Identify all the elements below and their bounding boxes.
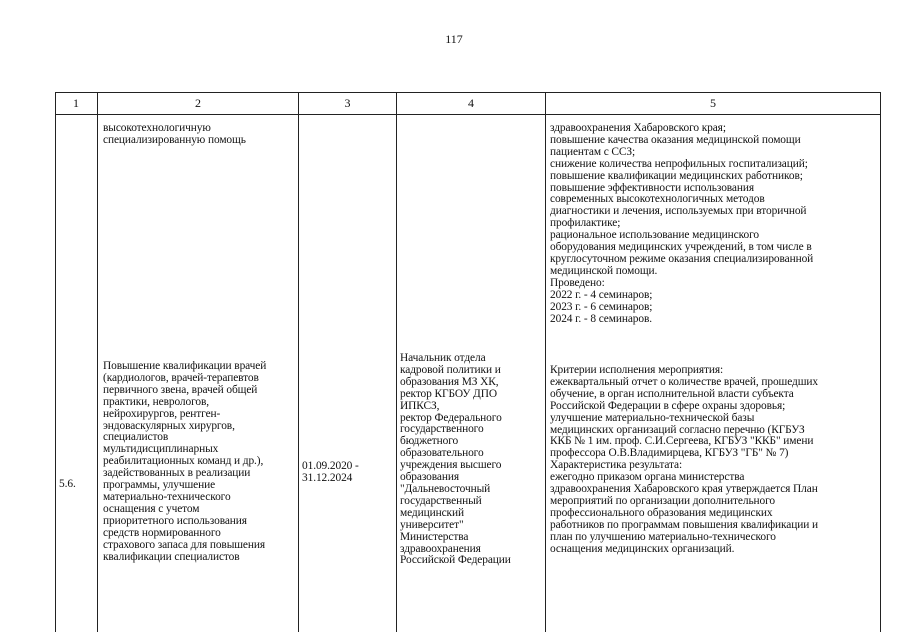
column-divider-4 <box>545 92 546 632</box>
table-right-border <box>880 92 881 632</box>
row-description: Повышение квалификации врачей (кардиологов, врачей-терапевтов первичного звена, врачей общей практики, неврологов, нейрохирургов, рентген- эндоваскулярных хирургов, специалистов мультидисциплинарных реабилитационных команд и др.), задействованных в реализации программы, улучшение материально-технического оснащения с учетом приоритетного использования средств нормированного страхового запаса для повышения квалификации специалистов <box>103 360 267 563</box>
continued-description: высокотехнологичную специализированную помощь <box>103 122 246 146</box>
row-number: 5.6. <box>59 478 76 490</box>
row-result: Критерии исполнения мероприятия: ежеквартальный отчет о количестве врачей, прошедших обучение, в орган исполнительной власти субъекта Российской Федерации в сфере охраны здоровья; улучшение материально-технической базы медицинских организаций согласно перечню (КГБУЗ ККБ № 1 им. проф. С.И.Сергеева, КГБУЗ "ККБ" имени профессора О.В.Владимирцева, КГБУЗ "ГБ" № 7) Характеристика результата: ежегодно приказом органа министерства здравоохранения Хабаровского края утверждается План мероприятий по организации дополнительного профессионального образования медицинских работников по программам повышения квалификации и план по улучшению материально-технического оснащения медицинских организаций. <box>550 364 818 555</box>
continued-result: здравоохранения Хабаровского края; повышение качества оказания медицинской помощи пациентам с ССЗ; снижение количества непрофильных госпитализаций; повышение квалификации медицинских работников; повышение эффективности использования современных высокотехнологичных методов диагностики и лечения, используемых при вторичной профилактике; рациональное использование медицинского оборудования медицинских учреждений, в том числе в круглосуточном режиме оказания специализированной медицинской помощи. Проведено: 2022 г. - 4 семинаров; 2023 г. - 6 семинаров; 2024 г. - 8 семинаров. <box>550 122 814 325</box>
header-col-4: 4 <box>468 95 474 110</box>
column-divider-3 <box>396 92 397 632</box>
header-col-3: 3 <box>344 95 351 110</box>
header-col-1: 1 <box>73 95 79 110</box>
measures-table <box>55 92 881 632</box>
header-col-5: 5 <box>710 95 716 110</box>
header-col-2: 2 <box>195 95 201 110</box>
column-divider-1 <box>97 92 98 632</box>
table-left-border <box>55 92 56 632</box>
row-period: 01.09.2020 - 31.12.2024 <box>302 460 359 484</box>
column-divider-2 <box>298 92 299 632</box>
page-number: 117 <box>445 32 463 46</box>
header-bottom-border <box>55 114 881 115</box>
row-responsible: Начальник отдела кадровой политики и образования МЗ ХК, ректор КГБОУ ДПО ИПКСЗ, ректор Федерального государственного бюджетного образовательного учреждения высшего образования "Дальневосточный государственный медицинский университет" Министерства здравоохранения Российской Федерации <box>400 352 511 567</box>
